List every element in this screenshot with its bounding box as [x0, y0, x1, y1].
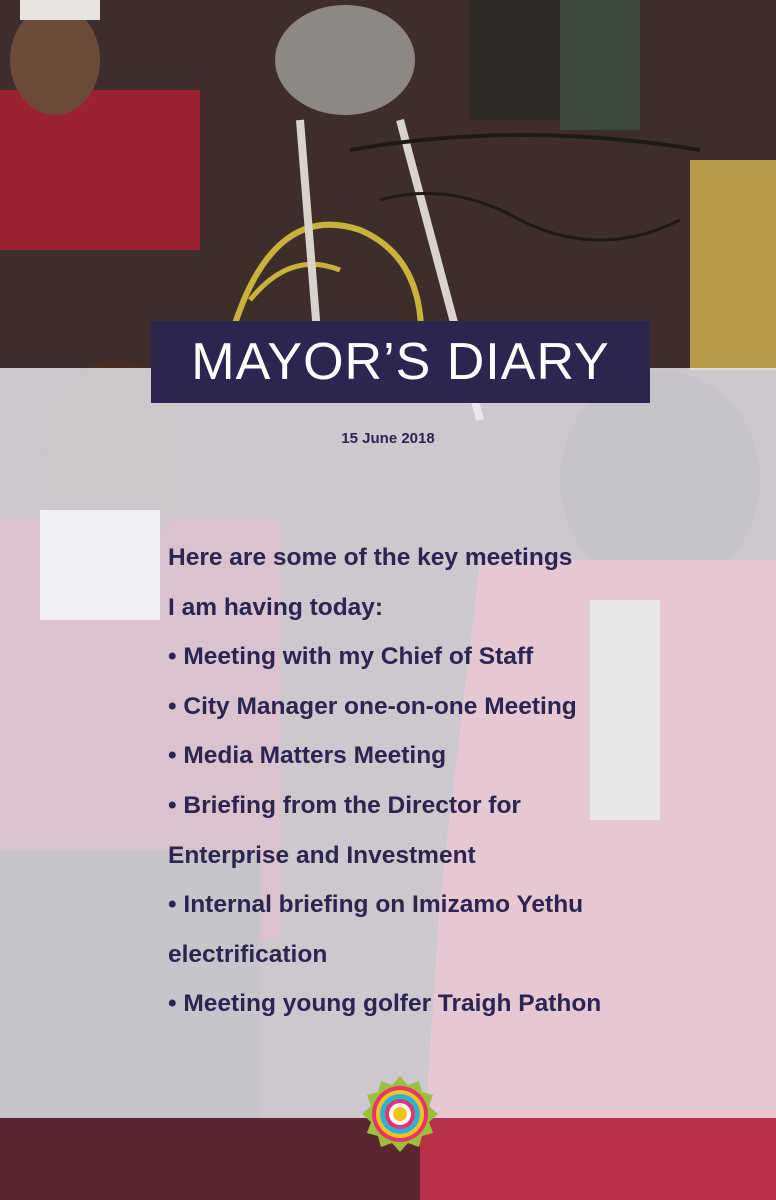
title-banner [151, 321, 650, 403]
diary-date: 15 June 2018 [341, 430, 435, 447]
meeting-item: • City Manager one-on-one Meeting [168, 692, 577, 720]
meeting-item: • Meeting young golfer Traigh Pathon [168, 990, 602, 1018]
meeting-item: • Media Matters Meeting [168, 742, 447, 770]
meeting-item-continuation: Enterprise and Investment [168, 841, 476, 869]
intro-line: Here are some of the key meetings [168, 544, 573, 571]
meeting-item: • Briefing from the Director for [168, 791, 521, 819]
meeting-item: • Internal briefing on Imizamo Yethu [168, 891, 584, 919]
meeting-item-continuation: electrification [168, 940, 328, 968]
city-emblem-icon [361, 1075, 439, 1153]
intro-line: I am having today: [168, 593, 384, 621]
meetings-text [168, 533, 748, 1029]
meeting-item: • Meeting with my Chief of Staff [168, 643, 534, 671]
page-title: MAYOR’S DIARY [191, 333, 610, 391]
